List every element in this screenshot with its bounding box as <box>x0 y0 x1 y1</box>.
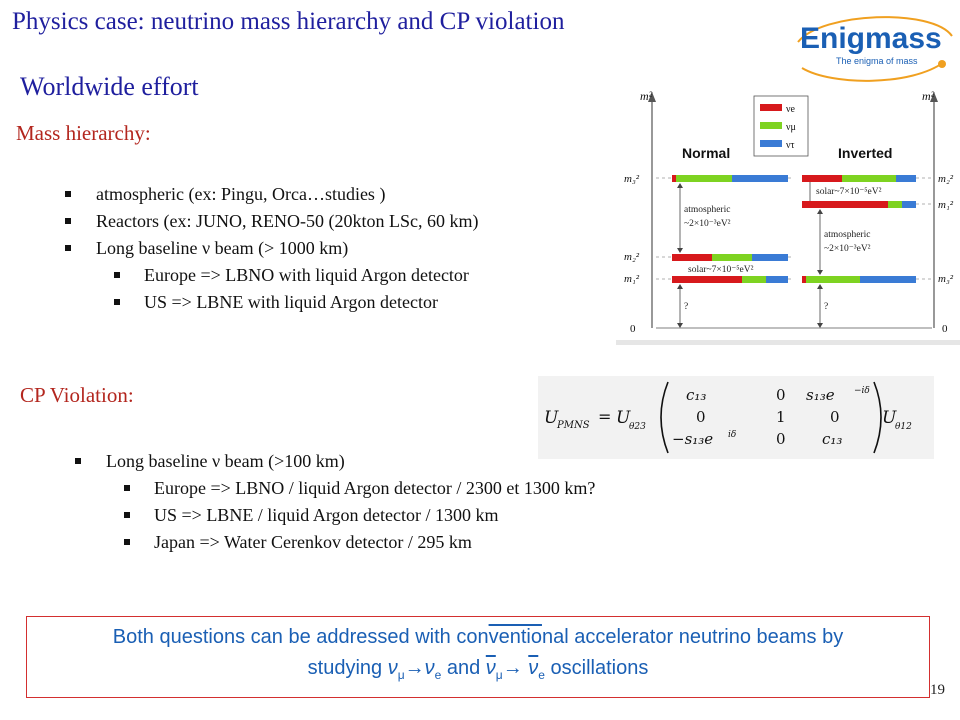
matrix-r3c2: 0 <box>776 430 786 448</box>
matrix-r3c3: c₁₃ <box>822 430 843 448</box>
mass-hierarchy-heading: Mass hierarchy: <box>16 121 151 145</box>
inverted-level-m3: m₃² <box>938 273 954 285</box>
pmns-u23: U <box>616 408 631 428</box>
svg-text:−iδ: −iδ <box>854 386 870 396</box>
normal-atmospheric-label: atmospheric <box>684 205 731 215</box>
normal-level-zero: 0 <box>630 323 636 335</box>
normal-unknown-mark: ? <box>684 302 689 312</box>
legend-nu-mu: νμ <box>786 122 796 133</box>
normal-level-m3: m₃² <box>624 173 640 185</box>
inverted-level-zero: 0 <box>942 323 948 335</box>
mass-hierarchy-list <box>62 182 478 317</box>
inverted-atmospheric-value: ~2×10⁻³eV² <box>824 244 871 254</box>
mass-hierarchy-diagram <box>616 82 960 345</box>
inverted-m2-bar <box>802 175 916 182</box>
list-item: Europe => LBNO with liquid Argon detector <box>62 263 478 290</box>
cp-violation-list <box>72 449 595 557</box>
inverted-m1-bar <box>802 201 916 208</box>
svg-text:PMNS: PMNS <box>557 420 590 431</box>
section-subtitle: Worldwide effort <box>20 72 199 101</box>
normal-label: Normal <box>682 145 731 161</box>
list-item: US => LBNE with liquid Argon detector <box>62 290 478 317</box>
slide-title: Physics case: neutrino mass hierarchy and CP violation <box>12 8 565 35</box>
matrix-r1c1: c₁₃ <box>686 386 707 404</box>
pmns-u12: U <box>882 408 897 428</box>
list-item: Long baseline ν beam (> 1000 km) <box>62 236 478 263</box>
normal-atmospheric-value: ~2×10⁻³eV² <box>684 219 731 229</box>
svg-text:The enigma of mass: The enigma of mass <box>836 56 918 66</box>
matrix-r1c2: 0 <box>776 386 786 404</box>
pmns-lhs: U <box>544 408 559 428</box>
inverted-unknown-mark: ? <box>824 302 829 312</box>
list-item: US => LBNE / liquid Argon detector / 1300 km <box>72 503 595 530</box>
svg-text:θ23: θ23 <box>629 422 646 432</box>
legend-nu-tau: ντ <box>786 140 795 151</box>
inverted-level-m2: m₂² <box>938 173 954 185</box>
list-item: atmospheric (ex: Pingu, Orca…studies ) <box>62 182 478 209</box>
normal-m3-bar <box>672 175 788 182</box>
pmns-matrix-equation <box>538 376 934 459</box>
enigmass-logo <box>792 6 957 88</box>
matrix-r2c2: 1 <box>776 408 786 426</box>
matrix-r3c1: −s₁₃e <box>672 430 714 448</box>
inverted-solar-label: solar~7×10⁻⁵eV² <box>816 187 882 197</box>
conclusion-line-1: Both questions can be addressed with conventional accelerator neutrino beams by <box>112 626 844 648</box>
list-item: Europe => LBNO / liquid Argon detector / 2300 et 1300 km? <box>72 476 595 503</box>
normal-level-m1: m₁² <box>624 273 640 285</box>
conclusion-box <box>26 616 930 698</box>
axis-label-right: m² <box>922 89 935 103</box>
inverted-level-m1: m₁² <box>938 199 954 211</box>
normal-solar-label: solar~7×10⁻⁵eV² <box>688 265 754 275</box>
svg-text:Enigmass: Enigmass <box>800 22 942 55</box>
conclusion-line-2: studying $\nu_\mu\to\nu_e$ and $\overline{\nu}_\mu\to \overline{\nu}_e$ oscillations <box>307 657 649 682</box>
normal-m1-bar <box>672 276 788 283</box>
legend-nu-e: νe <box>786 104 795 115</box>
matrix-r2c1: 0 <box>696 408 706 426</box>
normal-level-m2: m₂² <box>624 251 640 263</box>
axis-label-left: m² <box>640 89 653 103</box>
matrix-r2c3: 0 <box>830 408 840 426</box>
list-item: Long baseline ν beam (>100 km) <box>72 449 595 476</box>
inverted-label: Inverted <box>838 145 893 161</box>
matrix-r1c3: s₁₃e <box>806 386 835 404</box>
inverted-m3-bar <box>802 276 916 283</box>
page-number: 19 <box>930 682 945 698</box>
normal-m2-bar <box>672 254 788 261</box>
list-item: Reactors (ex: JUNO, RENO-50 (20kton LSc, 60 km) <box>62 209 478 236</box>
equals-sign: = <box>598 407 612 426</box>
inverted-atmospheric-label: atmospheric <box>824 230 871 240</box>
cp-violation-heading: CP Violation: <box>20 383 134 407</box>
svg-text:θ12: θ12 <box>895 422 912 432</box>
list-item: Japan => Water Cerenkov detector / 295 km <box>72 530 595 557</box>
svg-text:iδ: iδ <box>728 430 737 440</box>
